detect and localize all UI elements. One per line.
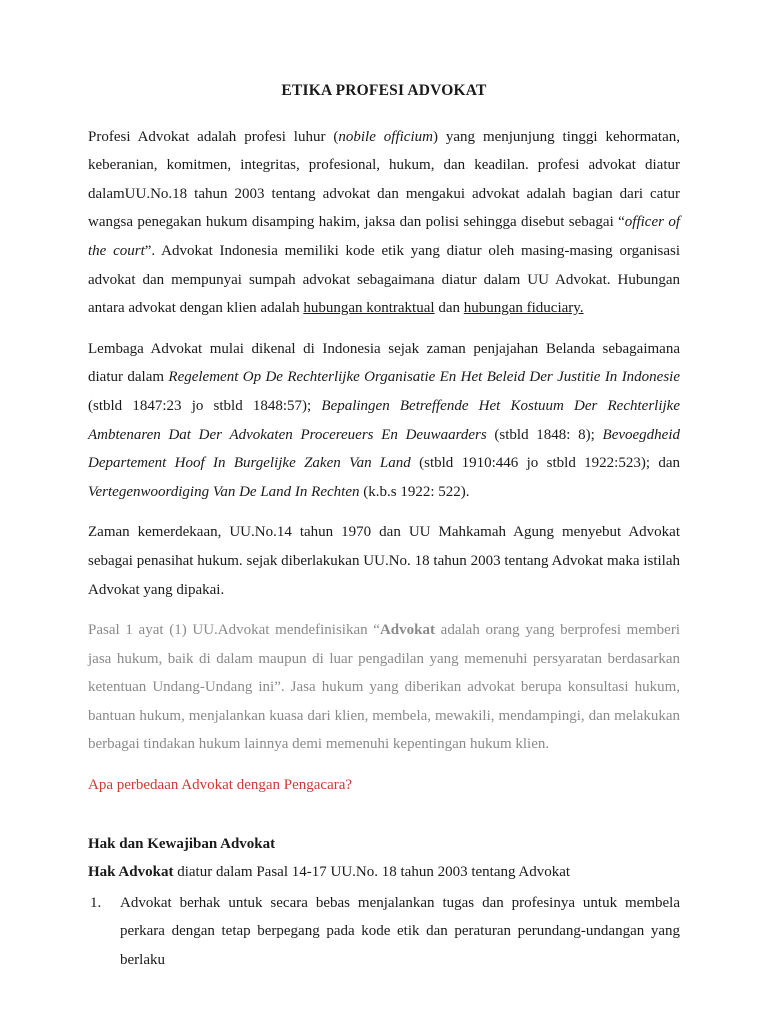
paragraph-1 (88, 123, 680, 323)
list-item (88, 889, 680, 975)
p2-segment-2: (stbld 1847:23 jo stbld 1848:57); (88, 397, 322, 414)
rights-list (88, 889, 680, 975)
p2-segment-4: (stbld 1910:446 jo stbld 1922:523); dan (410, 455, 680, 472)
p2-segment-1: Lembaga Advokat mulai dikenal di Indonesia sejak zaman penjajahan Belanda sebagaimana diatur dalam (88, 340, 680, 386)
p1-segment-2: ) yang menjunjung tinggi kehormatan, keberanian, komitmen, integritas, profesional, hukum, dan keadilan. profesi advokat diatur dalamUU.No.18 tahun 2003 tentang advokat dan mengakui advokat adalah bagian dari catur wangsa penegakan hukum disamping hakim, jaksa dan polisi sehingga disebut sebagai “ (88, 128, 680, 231)
p1-segment-1: Profesi Advokat adalah profesi luhur ( (88, 128, 339, 145)
subheading-rest-part: diatur dalam Pasal 14-17 UU.No. 18 tahun 2003 tentang Advokat (173, 864, 571, 881)
p4-bold-advokat: Advokat (379, 622, 435, 639)
page-title: ETIKA PROFESI ADVOKAT (281, 82, 487, 99)
list-item-marker: 1. (90, 894, 102, 911)
p1-italic-officer-of-the-court: officer of the court (88, 214, 680, 259)
paragraph-3: Zaman kemerdekaan, UU.No.14 tahun 1970 dan UU Mahkamah Agung menyebut Advokat sebagai penasihat hukum. sejak diberlakukan UU.No. 18 tahun 2003 tentang Advokat maka istilah Advokat yang dipakai. (88, 524, 680, 598)
p1-underline-hubungan-kontraktual: hubungan kontraktual (303, 300, 435, 317)
p2-segment-5: (k.b.s 1922: 522). (359, 483, 470, 500)
p2-italic-bevoegdheid: Bevoegdheid Departement Hoof In Burgelijke Zaken Van Land (88, 426, 680, 472)
section-heading-hak-dan-kewajiban: Hak dan Kewajiban Advokat (88, 835, 276, 852)
list-item-text: Advokat berhak untuk secara bebas menjalankan tugas dan profesinya untuk membela perkara dengan tetap berpegang pada kode etik dan peraturan perundang-undangan yang berlaku (120, 894, 680, 969)
p2-italic-bepalingen: Bepalingen Betreffende Het Kostuum Der Rechterlijke Ambtenaren Dat Der Advokaten Procereuers En Deuwaarders (88, 397, 680, 443)
section-subheading-hak-advokat (88, 858, 680, 887)
p1-underline-hubungan-fiduciary: hubungan fiduciary. (463, 300, 584, 317)
red-question-line: Apa perbedaan Advokat dengan Pengacara? (88, 777, 353, 794)
p1-italic-nobile-officium: nobile officium (338, 128, 433, 145)
p2-italic-vertegenwoordiging: Vertegenwoordiging Van De Land In Rechten (88, 483, 360, 500)
p4-segment-2: adalah orang yang berprofesi memberi jasa hukum, baik di dalam maupun di luar pengadilan yang memenuhi persyaratan berdasarkan ketentuan Undang-Undang ini”. Jasa hukum yang diberikan advokat berupa konsultasi hukum, bantuan hukum, menjalankan kuasa dari klien, membela, mewakili, mendampingi, dan melakukan berbagai tindakan hukum lainnya demi memenuhi kepentingan hukum klien. (88, 622, 680, 753)
paragraph-4-muted (88, 616, 680, 759)
subheading-bold-part: Hak Advokat (88, 864, 174, 881)
p2-segment-3: (stbld 1848: 8); (486, 426, 603, 443)
p2-italic-regelement: Regelement Op De Rechterlijke Organisatie En Het Beleid Der Justitie In Indonesie (168, 369, 681, 386)
p4-segment-1: Pasal 1 ayat (1) UU.Advokat mendefinisikan “ (88, 622, 380, 639)
p1-segment-4: dan (434, 300, 464, 317)
p1-segment-3: ”. Advokat Indonesia memiliki kode etik yang diatur oleh masing-masing organisasi advokat dan mempunyai sumpah advokat sebagaimana diatur dalam UU Advokat. Hubungan antara advokat dengan klien adalah (88, 242, 680, 317)
paragraph-2 (88, 335, 680, 507)
